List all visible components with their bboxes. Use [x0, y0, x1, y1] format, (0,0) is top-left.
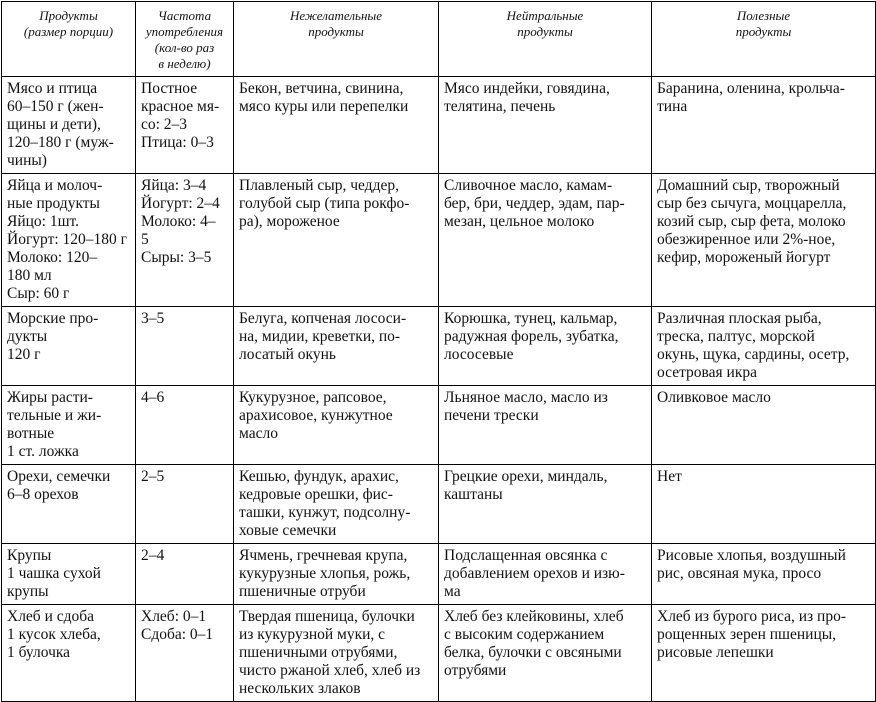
text-line: Сыры: 3–5	[141, 249, 212, 266]
table-row	[2, 605, 876, 702]
cell-undesirable	[234, 605, 439, 702]
text-line: Морские про-	[7, 310, 99, 327]
cell-product	[2, 544, 136, 605]
text-line: Твердая пшеница, булочки	[239, 608, 415, 625]
text-line: каштаны	[444, 486, 503, 503]
text-line: Птица: 0–3	[141, 134, 214, 151]
text-line: кедровые орешки, фис-	[239, 486, 393, 503]
text-line: в неделю)	[158, 56, 211, 71]
text-line: 3–5	[141, 310, 165, 327]
text-line: Полезные	[736, 8, 791, 23]
text-line: Белуга, копченая лососи-	[239, 310, 407, 327]
cell-neutral	[439, 605, 652, 702]
text-line: белка, булочки с овсяными	[444, 644, 622, 661]
text-line: сыр без сычуга, моццарелла,	[657, 195, 847, 212]
text-line: 1 булочка	[7, 644, 71, 661]
cell-undesirable	[234, 307, 439, 386]
text-line: с высоким содержанием	[444, 626, 605, 643]
text-line: тина	[657, 98, 688, 115]
text-line: Йогурт: 2–4	[141, 195, 220, 212]
text-line: мясо куры или перепелки	[239, 98, 409, 115]
text-line: рощенных зерен пшеницы,	[657, 626, 837, 643]
cell-product	[2, 174, 136, 307]
text-line: 5	[141, 231, 149, 248]
text-line: лосатый окунь	[239, 346, 336, 363]
text-line: Хлеб и сдоба	[7, 608, 95, 625]
text-line: 4–6	[141, 389, 165, 406]
text-line: из кукурузной муки, с	[239, 626, 386, 643]
text-line: осетровая икра	[657, 364, 758, 381]
text-line: Рисовые хлопья, воздушный	[657, 547, 846, 564]
text-line: радужная форель, зубатка,	[444, 328, 619, 345]
text-line: Крупы	[7, 547, 52, 564]
text-line: красное мя-	[141, 98, 220, 115]
text-line: Молоко: 120–	[7, 249, 98, 266]
cell-frequency	[136, 544, 234, 605]
text-line: арахисовое, кунжутное	[239, 407, 393, 424]
text-line: Сыр: 60 г	[7, 285, 70, 302]
text-line: 180 мл	[7, 267, 52, 284]
text-line: пшеничными отрубями,	[239, 644, 398, 661]
text-line: Подслащенная овсянка с	[444, 547, 608, 564]
text-line: ные продукты	[7, 195, 100, 212]
text-line: телятина, печень	[444, 98, 556, 115]
text-line: Яйцо: 1шт.	[7, 213, 80, 230]
text-line: обезжиренное или 2%-ное,	[657, 231, 836, 248]
text-line: Орехи, семечки	[7, 468, 111, 485]
text-line: рисовые лепешки	[657, 644, 774, 661]
text-line: бер, бри, чеддер, эдам, пар-	[444, 195, 625, 212]
cell-undesirable	[234, 386, 439, 465]
text-line: добавлением орехов и изю-	[444, 565, 625, 582]
text-line: Корюшка, тунец, кальмар,	[444, 310, 618, 327]
cell-useful	[652, 386, 876, 465]
text-line: Яйца и молоч-	[7, 177, 103, 194]
table-row	[2, 544, 876, 605]
text-line: Хлеб без клейковины, хлеб	[444, 608, 624, 625]
cell-useful	[652, 605, 876, 702]
cell-neutral	[439, 174, 652, 307]
text-line: Кукурузное, рапсовое,	[239, 389, 387, 406]
text-line: 6–8 орехов	[7, 486, 79, 503]
table-row	[2, 465, 876, 544]
table-row	[2, 386, 876, 465]
text-line: тельные и жи-	[7, 407, 102, 424]
cell-neutral	[439, 465, 652, 544]
text-line: Нежелательные	[290, 8, 382, 23]
text-line: продукты	[735, 24, 792, 39]
text-line: Бекон, ветчина, свинина,	[239, 80, 404, 97]
text-line: Сливочное масло, камам-	[444, 177, 613, 194]
text-line: чисто ржаной хлеб, хлеб из	[239, 662, 421, 679]
text-line: пшеничные отруби	[239, 583, 366, 600]
text-line: Молоко: 4–	[141, 213, 216, 230]
text-line: ма	[444, 583, 461, 600]
text-line: Йогурт: 120–180 г	[7, 231, 128, 248]
text-line: продукты	[517, 24, 573, 39]
text-line: Баранина, оленина, крольча-	[657, 80, 845, 97]
cell-frequency	[136, 307, 234, 386]
text-line: голубой сыр (типа рокфо-	[239, 195, 410, 212]
text-line: чины)	[7, 152, 47, 169]
cell-frequency	[136, 605, 234, 702]
text-line: 120–180 г (муж-	[7, 134, 114, 151]
text-line: лососевые	[444, 346, 514, 363]
cell-useful	[652, 465, 876, 544]
text-line: Мясо индейки, говядина,	[444, 80, 610, 97]
text-line: Кешью, фундук, арахис,	[239, 468, 399, 485]
text-line: употребления	[145, 24, 224, 39]
text-line: продукты	[308, 24, 364, 39]
text-line: Хлеб: 0–1	[141, 608, 207, 625]
text-line: Хлеб из бурого риса, из про-	[657, 608, 846, 625]
text-line: Нейтральные	[506, 8, 584, 23]
cell-useful	[652, 307, 876, 386]
text-line: окунь, щука, сардины, осетр,	[657, 346, 850, 363]
text-line: 1 чашка сухой	[7, 565, 101, 582]
text-line: нескольких злаков	[239, 680, 361, 697]
header-row	[2, 2, 876, 77]
text-line: 1 кусок хлеба,	[7, 626, 101, 643]
text-line: Льняное масло, масло из	[444, 389, 608, 406]
cell-product	[2, 386, 136, 465]
header-useful	[652, 2, 876, 77]
text-line: щины и дети),	[7, 116, 101, 133]
cell-undesirable	[234, 544, 439, 605]
cell-product	[2, 605, 136, 702]
text-line: Ячмень, гречневая крупа,	[239, 547, 408, 564]
text-line: Продукты	[39, 8, 98, 23]
cell-frequency	[136, 386, 234, 465]
header-neutral	[439, 2, 652, 77]
text-line: кукурузные хлопья, рожь,	[239, 565, 411, 582]
text-line: рис, овсяная мука, просо	[657, 565, 822, 582]
cell-neutral	[439, 77, 652, 174]
cell-useful	[652, 544, 876, 605]
cell-product	[2, 307, 136, 386]
cell-neutral	[439, 307, 652, 386]
table-row	[2, 307, 876, 386]
text-line: Постное	[141, 80, 198, 97]
cell-neutral	[439, 544, 652, 605]
text-line: 2–5	[141, 468, 165, 485]
text-line: Различная плоская рыба,	[657, 310, 822, 327]
text-line: Плавленый сыр, чеддер,	[239, 177, 399, 194]
cell-product	[2, 465, 136, 544]
text-line: кефир, мороженый йогурт	[657, 249, 831, 266]
cell-neutral	[439, 386, 652, 465]
text-line: масло	[239, 425, 278, 442]
text-line: Мясо и птица	[7, 80, 98, 97]
table-row	[2, 77, 876, 174]
header-undesirable	[234, 2, 439, 77]
text-line: Нет	[657, 468, 682, 485]
text-line: 120 г	[7, 346, 41, 363]
cell-frequency	[136, 77, 234, 174]
text-line: 1 ст. ложка	[7, 443, 79, 460]
table-row	[2, 174, 876, 307]
text-line: Яйца: 3–4	[141, 177, 207, 194]
text-line: (размер порции)	[23, 24, 114, 39]
header-frequency	[136, 2, 234, 77]
text-line: вотные	[7, 425, 55, 442]
text-line: ховые семечки	[239, 522, 337, 539]
text-line: треска, палтус, морской	[657, 328, 815, 345]
text-line: со: 2–3	[141, 116, 188, 133]
text-line: Домашний сыр, творожный	[657, 177, 840, 194]
cell-undesirable	[234, 77, 439, 174]
text-line: крупы	[7, 583, 49, 600]
text-line: Жиры расти-	[7, 389, 93, 406]
text-line: 2–4	[141, 547, 165, 564]
cell-frequency	[136, 465, 234, 544]
text-line: печени трески	[444, 407, 539, 424]
text-line: Грецкие орехи, миндаль,	[444, 468, 608, 485]
cell-undesirable	[234, 174, 439, 307]
text-line: ташки, кунжут, подсолну-	[239, 504, 411, 521]
cell-useful	[652, 174, 876, 307]
text-line: на, мидии, креветки, по-	[239, 328, 401, 345]
text-line: (кол-во раз	[154, 40, 215, 55]
text-line: Частота	[157, 8, 212, 23]
header-product	[2, 2, 136, 77]
text-line: 60–150 г (жен-	[7, 98, 104, 115]
cell-useful	[652, 77, 876, 174]
food-table	[1, 1, 876, 702]
cell-undesirable	[234, 465, 439, 544]
text-line: отрубями	[444, 662, 507, 679]
text-line: Оливковое масло	[657, 389, 771, 406]
text-line: Сдоба: 0–1	[141, 626, 214, 643]
text-line: мезан, цельное молоко	[444, 213, 595, 230]
text-line: ра), мороженое	[239, 213, 340, 230]
text-line: дукты	[7, 328, 48, 345]
text-line: козий сыр, сыр фета, молоко	[657, 213, 846, 230]
cell-product	[2, 77, 136, 174]
cell-frequency	[136, 174, 234, 307]
